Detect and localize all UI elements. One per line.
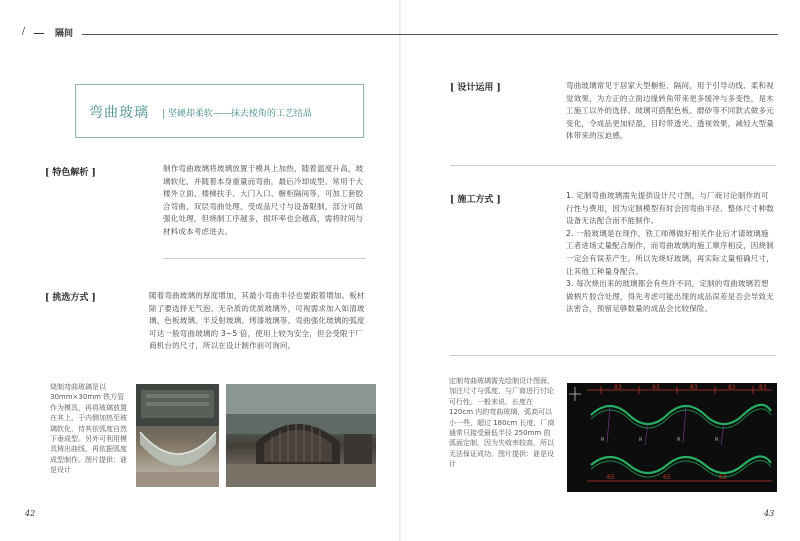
cad-drawing: [567, 383, 777, 492]
left-photo-caption: 烧制弯曲玻璃是以 30mm×30mm 铁方管作为模具，再将玻璃放置在其上，于内侧加热至玻璃软化，待其依弧度自然下垂成型。另外可利用模具铸出曲线，再依据弧度成型制作。图片提供：谜是设计: [50, 383, 127, 475]
radius-label: R: [601, 437, 605, 443]
bracket-left: [: [45, 293, 53, 303]
design-heading: [450, 80, 501, 93]
dim-bottom-2: 65: [663, 474, 671, 481]
bracket-right: ]: [493, 195, 501, 205]
right-page-number: 43: [764, 509, 775, 518]
dim-top-5: 83: [759, 384, 767, 391]
radius-label: R: [715, 437, 719, 443]
design-label: 设计运用: [457, 83, 494, 93]
method-label: 施工方式: [457, 195, 494, 205]
section-divider: [450, 165, 776, 166]
article-title: 弯曲玻璃: [89, 105, 149, 121]
design-text: 弯曲玻璃常见于居家大型橱柜、隔间，用于引导动线、柔和视觉效果，为方正的立面边缘转角带来更多缓冲与多变性，是木工施工以外的选择。玻璃可搭配色板、磨砂等不同款式做多元变化，令成品更加轻盈，目时带透光、透视效果，减轻大型量体带来的压迫感。: [566, 81, 774, 141]
radius-label: R: [677, 437, 681, 443]
features-label: 特色解析: [52, 168, 89, 178]
bracket-left: [: [450, 195, 458, 205]
select-heading: [45, 290, 96, 303]
select-text: 随着弯曲玻璃的厚度增加，其最小弯曲半径也要跟着增加。板材除了要选择无气泡、无杂质的优质玻璃外，可视需求加入如清玻璃、色板玻璃、半反射玻璃、烤漆玻璃等。弯曲强化玻璃的弧度可达一般弯曲玻璃的 3~5 倍，使用上较为安全，但会受限于厂商机台的尺寸，所以在设计制作前可询问。: [149, 291, 365, 351]
title-box: [75, 84, 364, 138]
article-subtitle: | 坚硬却柔软——抹去棱角的工艺结晶: [162, 109, 312, 119]
curved-glass-profile-drawing: [567, 383, 777, 492]
dim-top-1: 83: [614, 384, 622, 391]
right-drawing-caption: 定制弯曲玻璃需先绘制设计图面，加注尺寸与弧度，与厂商进行讨论可行性。一般来说，长度在 120cm 内的弯曲玻璃，弧高可以小一些，超过 180cm 长度，厂商通常只接受最低半径 250mm 的弧面定制，因为失败率较高，所以无法保证成功。图片提供：谜是设计: [449, 377, 555, 469]
bracket-left: [: [45, 168, 53, 178]
dim-top-4: 83: [728, 384, 736, 391]
method-item-1: 1. 定制弯曲玻璃需先提供设计尺寸图，与厂商讨论制作的可行性与费用，因为定制模型有时会因弯曲半径、整体尺寸种数设备无法配合而不能制作。: [566, 191, 774, 226]
kiln-illustration: [226, 384, 376, 487]
header-dash: [34, 33, 44, 34]
section-divider: [163, 258, 366, 259]
section-title: 隔间: [55, 29, 74, 39]
method-item-3: 3. 每次烧出来的玻璃都会有些许不同，定制的弯曲玻璃若想做柄片胶合处理，得先考虑可能出现的成品误差是否会导致无法密合，预留足够数量的成品会比较保险。: [566, 279, 774, 314]
features-heading: [45, 165, 96, 178]
radius-label: R: [639, 437, 643, 443]
glass-bending-illustration: [136, 384, 219, 487]
bracket-right: ]: [493, 83, 501, 93]
left-page-number: 42: [25, 509, 36, 518]
method-list: [566, 190, 776, 316]
bracket-left: [: [450, 83, 458, 93]
dim-bottom-1: 65: [607, 474, 615, 481]
dim-top-3: 83: [690, 384, 698, 391]
section-divider: [450, 355, 776, 356]
bracket-right: ]: [88, 293, 96, 303]
dim-top-2: 83: [652, 384, 660, 391]
header-rule: [82, 34, 778, 35]
method-heading: [450, 192, 501, 205]
page-gutter: [399, 0, 401, 541]
kiln-photo: [226, 384, 376, 487]
method-item-2: 2. 一般玻璃是在现作，铁工师傅做好相关作业后才请玻璃施工者进场丈量配合制作，而弯曲玻璃的施工顺序相反，因烧制一定会有误差产生，所以先烧好玻璃，再实际丈量相确尺寸，让其他工种量身配合。: [566, 228, 774, 276]
dim-bottom-3: 83: [719, 474, 727, 481]
glass-bending-photo: [136, 384, 219, 487]
bracket-right: ]: [88, 168, 96, 178]
select-label: 挑选方式: [52, 293, 89, 303]
page-marker: /: [22, 27, 26, 37]
features-text: 制作弯曲玻璃将玻璃放置于模具上加热，随着温度升高，玻璃软化，并随着本身重量而弯曲，最后冷却成型。常用于大楼外立面、楼梯扶手、大门入口、橱柜隔间等，可加工套胶合弯曲、双层弯曲处理，受成品尺寸与设备限制，部分可做强化处理，但烧制工序越多，损坏率也会越高，需将时间与材料成本考虑进去。: [163, 164, 364, 236]
